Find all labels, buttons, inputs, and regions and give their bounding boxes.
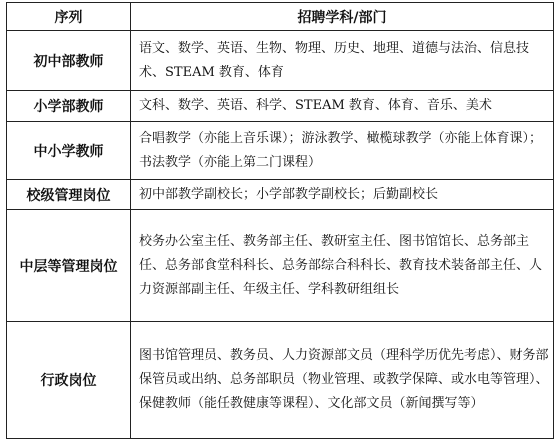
recruitment-table <box>6 2 554 439</box>
row-subjects: 初中部教学副校长；小学部教学副校长；后勤副校长 <box>131 180 554 210</box>
row-subjects: 校务办公室主任、教务部主任、教研室主任、图书馆馆长、总务部主任、总务部食堂科科长、总务部综合科科长、教育技术装备部主任、人力资源部副主任、年级主任、学科教研组组长 <box>131 210 554 322</box>
table-row <box>7 91 554 122</box>
header-category: 序列 <box>7 3 131 31</box>
table-row <box>7 210 554 322</box>
row-category: 校级管理岗位 <box>7 180 131 210</box>
table-row <box>7 180 554 210</box>
row-subjects: 合唱教学（亦能上音乐课）；游泳教学、橄榄球教学（亦能上体育课）；书法教学（亦能上第二门课程） <box>131 122 554 180</box>
table-row <box>7 322 554 439</box>
table-row <box>7 31 554 91</box>
row-category: 中层等管理岗位 <box>7 210 131 322</box>
row-subjects: 文科、数学、英语、科学、STEAM 教育、体育、音乐、美术 <box>131 91 554 122</box>
table-row <box>7 122 554 180</box>
row-subjects: 语文、数学、英语、生物、物理、历史、地理、道德与法治、信息技术、STEAM 教育、体育 <box>131 31 554 91</box>
row-subjects: 图书馆管理员、教务员、人力资源部文员（理科学历优先考虑）、财务部保管员或出纳、总务部职员（物业管理、或教学保障、或水电等管理）、保健教师（能任教健康等课程）、文化部文员（新闻撰写等） <box>131 322 554 439</box>
row-category: 行政岗位 <box>7 322 131 439</box>
header-row <box>7 3 554 31</box>
row-category: 初中部教师 <box>7 31 131 91</box>
row-category: 小学部教师 <box>7 91 131 122</box>
header-subjects: 招聘学科/部门 <box>131 3 554 31</box>
row-category: 中小学教师 <box>7 122 131 180</box>
